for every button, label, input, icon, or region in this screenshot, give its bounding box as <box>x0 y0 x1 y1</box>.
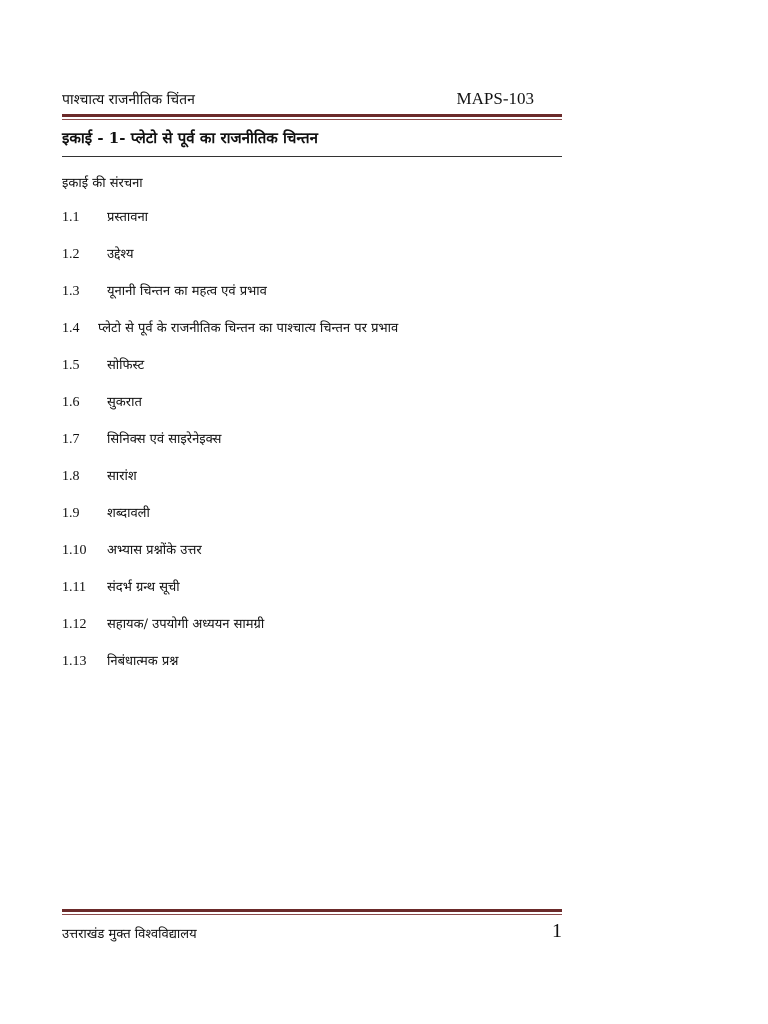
toc-item <box>62 429 398 466</box>
structure-heading: इकाई की संरचना <box>62 176 143 191</box>
footer-rule <box>62 909 562 912</box>
toc-item <box>62 540 398 577</box>
toc-number: 1.13 <box>62 654 87 669</box>
toc-item <box>62 207 398 244</box>
toc-item <box>62 355 398 392</box>
toc-number: 1.1 <box>62 210 80 225</box>
toc-number: 1.8 <box>62 469 80 484</box>
toc-text: शब्दावली <box>107 506 150 521</box>
unit-title: इकाई - 1- प्लेटो से पूर्व का राजनीतिक चिन्तन <box>62 129 318 147</box>
toc-item <box>62 281 398 318</box>
toc-item <box>62 503 398 540</box>
title-rule <box>62 156 562 157</box>
toc-item <box>62 466 398 503</box>
page-number: 1 <box>552 920 562 942</box>
toc-item <box>62 318 398 355</box>
course-title: पाश्चात्य राजनीतिक चिंतन <box>62 92 195 108</box>
toc-text: सारांश <box>107 469 137 484</box>
toc-number: 1.5 <box>62 358 80 373</box>
toc-text: प्लेटो से पूर्व के राजनीतिक चिन्तन का पाश्चात्य चिन्तन पर प्रभाव <box>98 321 399 336</box>
toc-text: अभ्यास प्रश्नोंके उत्तर <box>107 543 202 558</box>
toc-text: सोफिस्ट <box>107 358 145 373</box>
toc-number: 1.2 <box>62 247 80 262</box>
header-rule <box>62 114 562 117</box>
toc-number: 1.4 <box>62 321 80 336</box>
toc-item <box>62 392 398 429</box>
toc-text: प्रस्तावना <box>107 210 149 225</box>
toc-number: 1.10 <box>62 543 87 558</box>
course-code: MAPS-103 <box>456 89 534 108</box>
toc-number: 1.7 <box>62 432 80 447</box>
table-of-contents <box>62 207 398 688</box>
toc-text: निबंधात्मक प्रश्न <box>107 654 179 669</box>
toc-text: उद्देश्य <box>107 247 134 262</box>
toc-item <box>62 614 398 651</box>
toc-text: संदर्भ ग्रन्थ सूची <box>107 580 180 595</box>
toc-text: सिनिक्स एवं साइरेनेइक्स <box>107 432 222 447</box>
toc-item <box>62 651 398 688</box>
toc-item <box>62 577 398 614</box>
toc-text: सुकरात <box>107 395 142 410</box>
toc-text: यूनानी चिन्तन का महत्व एवं प्रभाव <box>107 284 267 299</box>
toc-number: 1.12 <box>62 617 87 632</box>
toc-text: सहायक/ उपयोगी अध्ययन सामग्री <box>107 617 265 632</box>
toc-number: 1.3 <box>62 284 80 299</box>
university-name: उत्तराखंड मुक्त विश्वविद्यालय <box>62 927 197 942</box>
toc-number: 1.6 <box>62 395 80 410</box>
toc-number: 1.11 <box>62 580 86 595</box>
footer-rule-thin <box>62 914 562 915</box>
toc-item <box>62 244 398 281</box>
toc-number: 1.9 <box>62 506 80 521</box>
header-rule-thin <box>62 119 562 120</box>
